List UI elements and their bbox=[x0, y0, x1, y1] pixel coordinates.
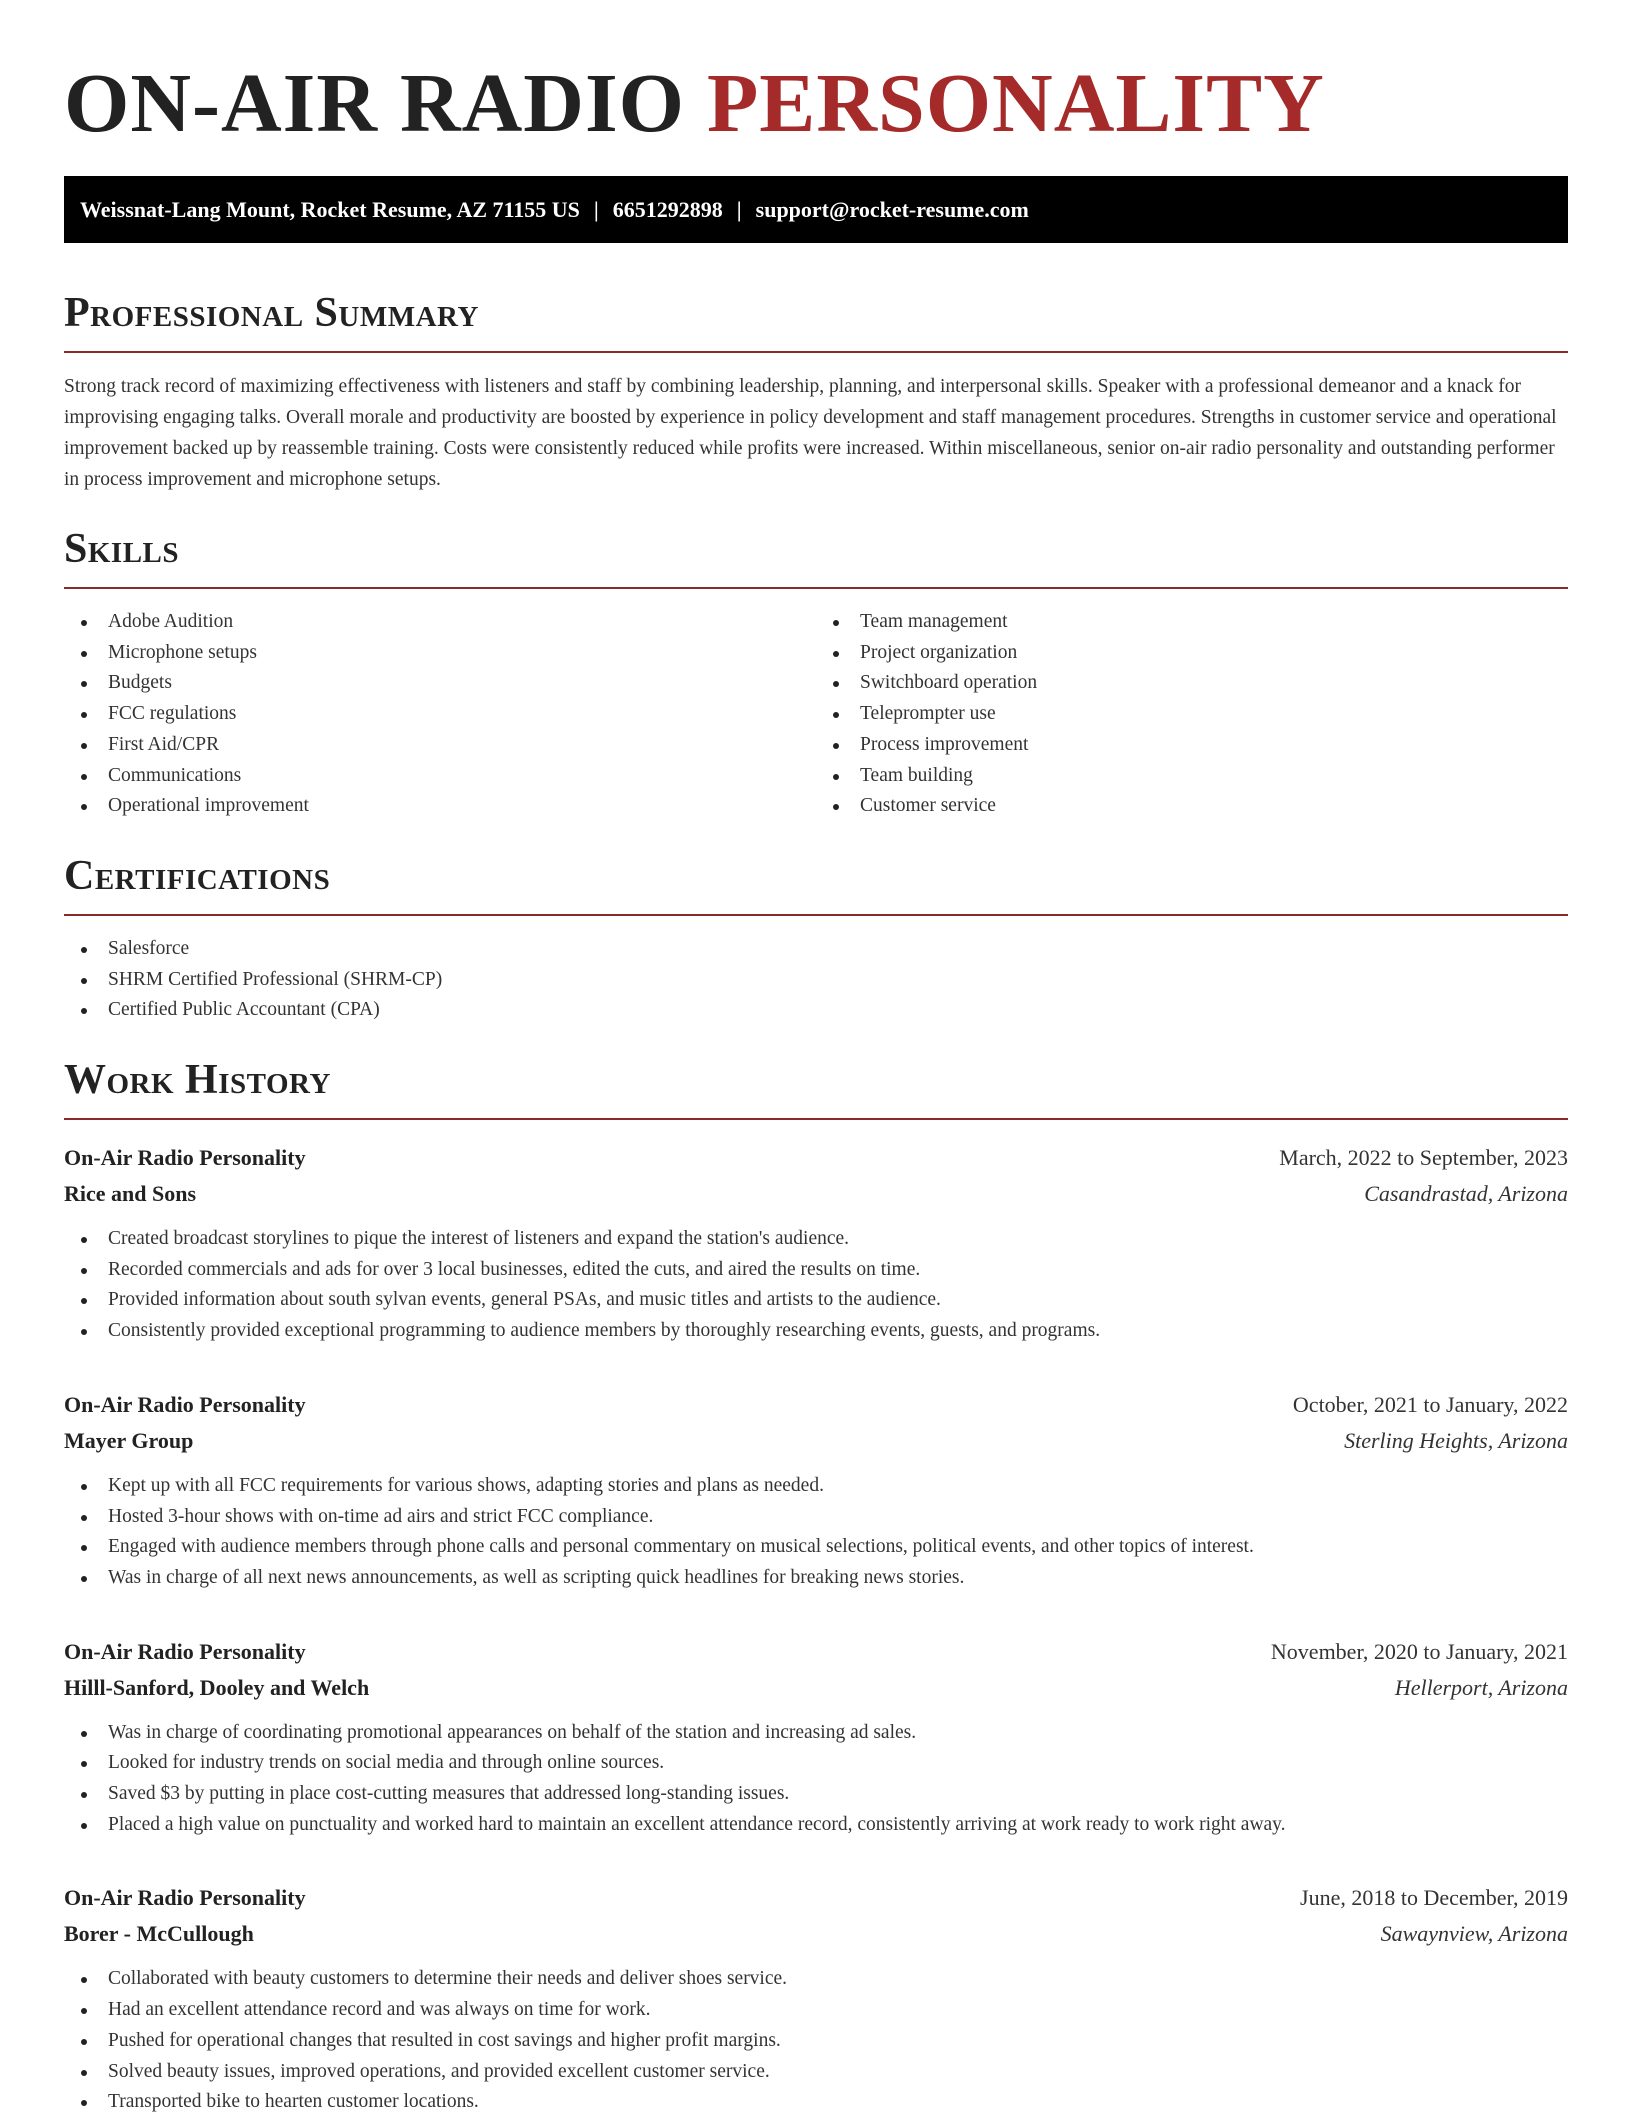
job-duty: Solved beauty issues, improved operations, and provided excellent customer service. bbox=[64, 2057, 1568, 2088]
job-duty: Had an excellent attendance record and was always on time for work. bbox=[64, 1995, 1568, 2026]
skills-list-left bbox=[64, 607, 816, 822]
contact-bar bbox=[64, 176, 1568, 243]
job-entry bbox=[64, 1140, 1568, 1347]
job-location: Sawaynview, Arizona bbox=[1380, 1921, 1568, 1947]
job-duty: Kept up with all FCC requirements for various shows, adapting stories and plans as needed. bbox=[64, 1471, 1568, 1502]
skill-item: Customer service bbox=[816, 791, 1568, 822]
skill-item: Project organization bbox=[816, 638, 1568, 669]
section-heading: Work History bbox=[64, 1057, 331, 1104]
job-duty: Transported bike to hearten customer locations. bbox=[64, 2087, 1568, 2112]
job-duty: Saved $3 by putting in place cost-cutting measures that addressed long-standing issues. bbox=[64, 1779, 1568, 1810]
section-divider bbox=[64, 351, 1568, 353]
certification-item: SHRM Certified Professional (SHRM-CP) bbox=[64, 965, 1568, 996]
contact-separator: | bbox=[593, 197, 599, 222]
job-dates: June, 2018 to December, 2019 bbox=[1300, 1885, 1568, 1911]
skill-item: Team management bbox=[816, 607, 1568, 638]
certifications-list bbox=[64, 934, 1568, 1026]
certifications-section bbox=[64, 852, 1568, 1026]
job-company: Borer - McCullough bbox=[64, 1921, 254, 1947]
job-dates: March, 2022 to September, 2023 bbox=[1279, 1145, 1568, 1171]
skill-item: Communications bbox=[64, 761, 816, 792]
professional-summary-section bbox=[64, 289, 1568, 495]
job-duty: Was in charge of coordinating promotional appearances on behalf of the station and increasing ad sales. bbox=[64, 1718, 1568, 1749]
title-part-1: ON-AIR RADIO bbox=[64, 57, 685, 150]
skill-item: Switchboard operation bbox=[816, 668, 1568, 699]
job-entry bbox=[64, 1387, 1568, 1594]
section-heading: Certifications bbox=[64, 852, 331, 899]
job-entry bbox=[64, 1634, 1568, 1841]
contact-phone: 6651292898 bbox=[612, 197, 723, 222]
job-duty: Engaged with audience members through phone calls and personal commentary on musical selections, political events, and other topics of interest. bbox=[64, 1532, 1568, 1563]
contact-email: support@rocket-resume.com bbox=[755, 197, 1029, 222]
job-title: On-Air Radio Personality bbox=[64, 1885, 306, 1911]
job-duty: Pushed for operational changes that resulted in cost savings and higher profit margins. bbox=[64, 2026, 1568, 2057]
skill-item: Adobe Audition bbox=[64, 607, 816, 638]
skill-item: Teleprompter use bbox=[816, 699, 1568, 730]
job-duty: Created broadcast storylines to pique the interest of listeners and expand the station's audience. bbox=[64, 1224, 1568, 1255]
job-subheader-row bbox=[64, 1670, 1568, 1706]
section-heading: Skills bbox=[64, 526, 180, 572]
skills-list-right bbox=[816, 607, 1568, 822]
job-location: Hellerport, Arizona bbox=[1394, 1674, 1568, 1700]
job-duties-list bbox=[64, 1224, 1568, 1347]
job-duty: Was in charge of all next news announcements, as well as scripting quick headlines for breaking news stories. bbox=[64, 1563, 1568, 1594]
section-divider bbox=[64, 587, 1568, 589]
skill-item: Operational improvement bbox=[64, 791, 816, 822]
skill-item: Process improvement bbox=[816, 730, 1568, 761]
contact-address: Weissnat-Lang Mount, Rocket Resume, AZ 71155 US bbox=[80, 197, 580, 222]
job-header-row bbox=[64, 1634, 1568, 1670]
job-title: On-Air Radio Personality bbox=[64, 1638, 306, 1664]
job-entry bbox=[64, 1880, 1568, 2112]
work-history-section bbox=[64, 1056, 1568, 2112]
job-subheader-row bbox=[64, 1916, 1568, 1952]
job-header-row bbox=[64, 1880, 1568, 1916]
skill-item: Budgets bbox=[64, 668, 816, 699]
job-header-row bbox=[64, 1140, 1568, 1176]
skills-columns bbox=[64, 607, 1568, 822]
skill-item: FCC regulations bbox=[64, 699, 816, 730]
job-duty: Recorded commercials and ads for over 3 local businesses, edited the cuts, and aired the results on time. bbox=[64, 1255, 1568, 1286]
skill-item: Microphone setups bbox=[64, 638, 816, 669]
job-subheader-row bbox=[64, 1176, 1568, 1212]
job-duties-list bbox=[64, 1964, 1568, 2112]
summary-text: Strong track record of maximizing effectiveness with listeners and staff by combining leadership, planning, and interpersonal skills. Speaker with a professional demeanor and a knack for improvising engaging talks. Overall morale and productivity are boosted by experience in policy development and staff management procedures. Strengths in customer service and operational improvement backed up by reassemble training. Costs were consistently reduced while profits were increased. Within miscellaneous, senior on-air radio personality and outstanding performer in process improvement and microphone setups. bbox=[64, 376, 1557, 490]
job-company: Rice and Sons bbox=[64, 1181, 197, 1207]
skill-item: First Aid/CPR bbox=[64, 730, 816, 761]
skill-item: Team building bbox=[816, 761, 1568, 792]
section-heading: Professional Summary bbox=[64, 290, 479, 336]
job-dates: October, 2021 to January, 2022 bbox=[1292, 1391, 1568, 1417]
job-duties-list bbox=[64, 1718, 1568, 1841]
contact-separator: | bbox=[736, 197, 742, 222]
job-title: On-Air Radio Personality bbox=[64, 1391, 306, 1417]
section-divider bbox=[64, 1118, 1568, 1120]
job-title: On-Air Radio Personality bbox=[64, 1145, 306, 1171]
job-duties-list bbox=[64, 1471, 1568, 1594]
job-location: Casandrastad, Arizona bbox=[1364, 1181, 1568, 1207]
certification-item: Salesforce bbox=[64, 934, 1568, 965]
job-company: Mayer Group bbox=[64, 1427, 194, 1453]
section-divider bbox=[64, 914, 1568, 916]
job-duty: Provided information about south sylvan events, general PSAs, and music titles and artists to the audience. bbox=[64, 1285, 1568, 1316]
job-header-row bbox=[64, 1387, 1568, 1423]
job-dates: November, 2020 to January, 2021 bbox=[1270, 1638, 1568, 1664]
job-duty: Looked for industry trends on social media and through online sources. bbox=[64, 1748, 1568, 1779]
job-duty: Collaborated with beauty customers to determine their needs and deliver shoes service. bbox=[64, 1964, 1568, 1995]
resume-title bbox=[64, 56, 1568, 152]
skills-section bbox=[64, 525, 1568, 822]
job-duty: Hosted 3-hour shows with on-time ad airs and strict FCC compliance. bbox=[64, 1502, 1568, 1533]
certification-item: Certified Public Accountant (CPA) bbox=[64, 995, 1568, 1026]
job-duty: Consistently provided exceptional programming to audience members by thoroughly researching events, guests, and programs. bbox=[64, 1316, 1568, 1347]
job-duty: Placed a high value on punctuality and worked hard to maintain an excellent attendance record, consistently arriving at work ready to work right away. bbox=[64, 1810, 1568, 1841]
job-company: Hilll-Sanford, Dooley and Welch bbox=[64, 1674, 370, 1700]
job-location: Sterling Heights, Arizona bbox=[1344, 1427, 1568, 1453]
title-part-2: PERSONALITY bbox=[707, 57, 1325, 150]
job-subheader-row bbox=[64, 1423, 1568, 1459]
